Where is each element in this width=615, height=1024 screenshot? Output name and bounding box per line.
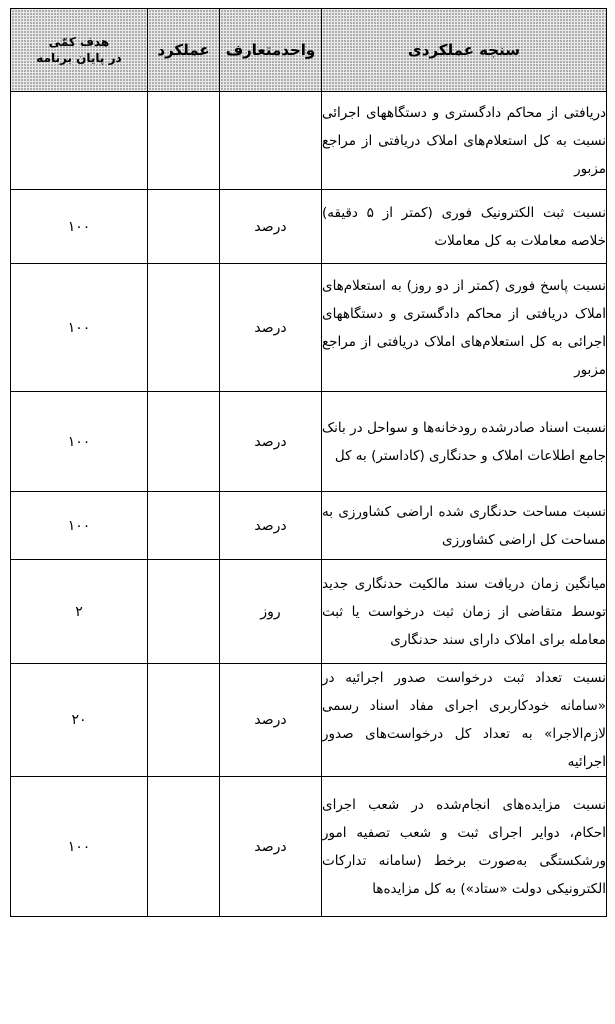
- performance-cell: [148, 560, 220, 664]
- header-goal: [11, 9, 148, 92]
- metric-cell: نسبت اسناد صادرشده رودخانه‌ها و سواحل در بانک جامع اطلاعات املاک و حدنگاری (کاداستر) به کل: [322, 392, 607, 492]
- header-metric: سنجه عملکردی: [322, 9, 607, 92]
- metric-cell: نسبت ثبت الکترونیک فوری (کمتر از ۵ دقیقه) خلاصه معاملات به کل معاملات: [322, 190, 607, 264]
- header-performance: عملکرد: [148, 9, 220, 92]
- performance-cell: [148, 190, 220, 264]
- goal-cell: ۲: [11, 560, 148, 664]
- performance-cell: [148, 392, 220, 492]
- performance-cell: [148, 777, 220, 917]
- table-row: [11, 190, 607, 264]
- table-header-row: [11, 9, 607, 92]
- unit-cell: درصد: [220, 664, 322, 777]
- goal-cell: ۱۰۰: [11, 392, 148, 492]
- header-unit: واحدمتعارف: [220, 9, 322, 92]
- goal-cell: ۱۰۰: [11, 492, 148, 560]
- table-row: [11, 92, 607, 190]
- performance-cell: [148, 492, 220, 560]
- unit-cell: درصد: [220, 190, 322, 264]
- unit-cell: درصد: [220, 264, 322, 392]
- metric-cell: دریافتی از محاکم دادگستری و دستگاههای اجرائی نسبت به کل استعلام‌های املاک دریافتی از مراجع مزبور: [322, 92, 607, 190]
- goal-cell: [11, 92, 148, 190]
- goal-cell: ۲۰: [11, 664, 148, 777]
- performance-cell: [148, 264, 220, 392]
- performance-cell: [148, 92, 220, 190]
- unit-cell: درصد: [220, 777, 322, 917]
- unit-cell: درصد: [220, 392, 322, 492]
- header-goal-line1: هدف کمّی: [48, 35, 110, 49]
- goal-cell: ۱۰۰: [11, 264, 148, 392]
- metric-cell: نسبت پاسخ فوری (کمتر از دو روز) به استعلام‌های املاک دریافتی از محاکم دادگستری و دستگاههای اجرائی به کل استعلام‌های املاک دریافتی از مراجع مزبور: [322, 264, 607, 392]
- goal-cell: ۱۰۰: [11, 777, 148, 917]
- performance-metrics-table: [10, 8, 607, 917]
- table-row: [11, 392, 607, 492]
- table-row: [11, 492, 607, 560]
- table-row: [11, 560, 607, 664]
- table-row: [11, 777, 607, 917]
- metric-cell: نسبت مزایده‌های انجام‌شده در شعب اجرای احکام، دوایر اجرای ثبت و شعب تصفیه امور ورشکستگی به‌صورت برخط (سامانه تدارکات الکترونیکی دولت «ستاد») به کل مزایده‌ها: [322, 777, 607, 917]
- unit-cell: روز: [220, 560, 322, 664]
- metric-cell: میانگین زمان دریافت سند مالکیت حدنگاری جدید توسط متقاضی از زمان ثبت درخواست یا ثبت معامله برای املاک دارای سند حدنگاری: [322, 560, 607, 664]
- table-row: [11, 264, 607, 392]
- unit-cell: درصد: [220, 492, 322, 560]
- table-row: [11, 664, 607, 777]
- performance-cell: [148, 664, 220, 777]
- metric-cell: نسبت تعداد ثبت درخواست صدور اجرائیه در «سامانه خودکاربری اجرای مفاد اسناد رسمی لازم‌الاجرا» به تعداد کل درخواست‌های صدور اجرائیه: [322, 664, 607, 777]
- unit-cell: [220, 92, 322, 190]
- metric-cell: نسبت مساحت حدنگاری شده اراضی کشاورزی به مساحت کل اراضی کشاورزی: [322, 492, 607, 560]
- header-goal-line2: در پایان برنامه: [36, 51, 122, 65]
- goal-cell: ۱۰۰: [11, 190, 148, 264]
